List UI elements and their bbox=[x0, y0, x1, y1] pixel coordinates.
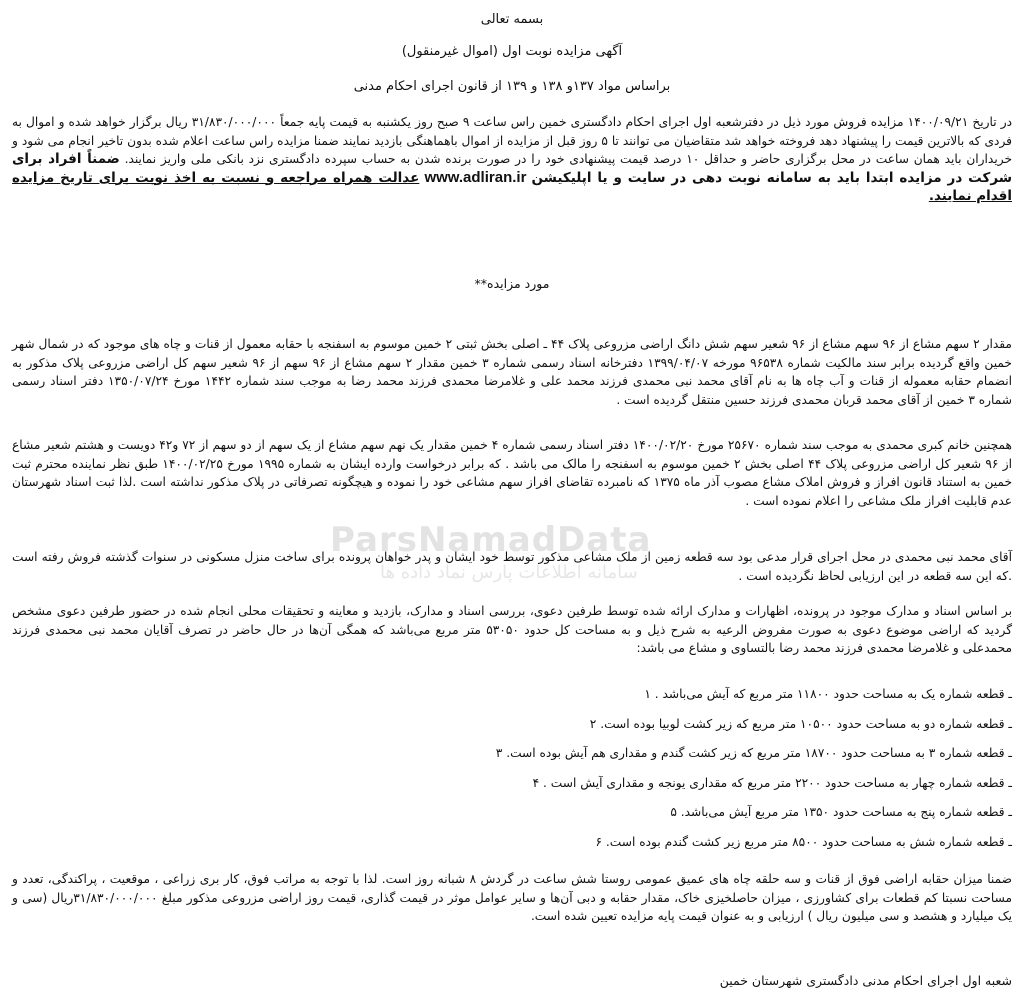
inspection-findings-paragraph: بر اساس اسناد و مدارک موجود در پرونده، اظهارات و مدارک ارائه شده توسط طرفین دعوی، بررسی اسناد و مدارک، بازدید و معاینه و تحقیقات محلی انجام شده در حضور طرفین دعوی مشخص گردید که اراضی موضوع دعوی به صورت مفروض الرعیه به شرح ذیل و به مساحت کل حدود ۵۳۰۵۰ متر مربع می‌باشد که همگی آن‌ها در حال حاضر در تصرف آقایان محمد نبی محمدی فرزند محمدعلی و غلامرضا محمدی فرزند محمد رضا بالتساوی و مشاع می باشد: bbox=[12, 604, 1013, 655]
notice-title: آگهی مزایده نوبت اول (اموال غیرمنقول) bbox=[401, 44, 623, 59]
intro-bold-note: ضمناً افراد برای شرکت در مزایده ابتدا باید به سامانه نوبت دهی در سایت و یا اپلیکیشن bbox=[12, 151, 1012, 186]
plot-item-6: ـ قطعه شماره شش به مساحت حدود ۸۵۰۰ متر مربع زیر کشت گندم بوده است. ۶ bbox=[595, 834, 1012, 849]
plot-item-2: ـ قطعه شماره دو به مساحت حدود ۱۰۵۰۰ متر مربع که زیر کشت لوبیا بوده است. ۲ bbox=[589, 716, 1012, 731]
auction-subject-heading: مورد مزایده** bbox=[474, 276, 550, 291]
plot-item-4: ـ قطعه شماره چهار به مساحت حدود ۲۲۰۰ متر مربع که مقداری یونجه و مقداری آیش است . ۴ bbox=[532, 775, 1012, 790]
basmala-heading: بسمه تعالی bbox=[480, 12, 544, 27]
plot-list bbox=[12, 685, 1012, 862]
plot-item-3: ـ قطعه شماره ۳ به مساحت حدود ۱۸۷۰۰ متر مربع که زیر کشت گندم و مقداری هم آیش بوده است. ۳ bbox=[495, 746, 1012, 760]
property-description-paragraph: مقدار ۲ سهم مشاع از ۹۶ سهم مشاع از ۹۶ شعیر سهم شش دانگ اراضی مزروعی پلاک ۴۴ ـ اصلی بخش ثبتی ۲ خمین موسوم به اسفنجه با حقابه معمول از قنات و چاه های موجود که در شمال شهر خمین واقع گردیده برابر سند مالکیت شماره ۹۶۵۳۸ مورخه ۱۳۹۹/۰۴/۰۷ دفترخانه اسناد رسمی شماره ۳ خمین مقدار ۲ سهم مشاع از ۹۶ سهم از ۹۶ شعیر سهم کل اراضی مزروعی پلاک مذکور به انضمام حقابه معموله از قنات و آب چاه ها به نام آقای محمد نبی محمدی فرزند محمد علی و غلامرضا محمدی فرزند محمد رضا به موجب سند شماره ۱۴۴۲ مورخ ۱۳۵۰/۰۷/۲۴ دفتر اسناد رسمی شماره ۳ خمین از آقای محمد قربان محمدی فرزند حسین منتقل گردیده است . bbox=[12, 337, 1013, 407]
issuing-branch-signature: شعبه اول اجرای احکام مدنی دادگستری شهرستان خمین bbox=[719, 973, 1012, 988]
co-owner-paragraph: همچنین خانم کبری محمدی به موجب سند شماره ۲۵۶۷۰ مورخ ۱۴۰۰/۰۲/۲۰ دفتر اسناد رسمی شماره ۴ خمین مقدار یک نهم سهم مشاع از یک سهم از دو سهم از ۷۲ و۴۲ دویست و هشتم شعیر مشاع از ۹۶ شعیر کل اراضی مزروعی پلاک ۴۴ اصلی بخش ۲ خمین موسوم به اسفنجه را مالک می باشد . که برابر درخواست وارده ایشان به شماره ۱۹۹۵ مورخ ۱۴۰۰/۰۲/۲۵ طبق نظر نماینده محترم ثبت خمین به استناد قانون افراز و فروش املاک مشاع مصوب آذر ماه ۱۳۷۵ که نامبرده تقاضای افراز سهم مشاعی خود را نموده و هیچگونه تصرفاتی در پلاک مذکور نداشته است .لذا ثبت اسناد شهرستان عدم قابلیت افراز ملک مشاعی را اعلام نموده است . bbox=[12, 438, 1012, 508]
intro-text: در تاریخ ۱۴۰۰/۰۹/۲۱ مزایده فروش مورد ذیل در دفترشعبه اول اجرای احکام دادگستری خمین راس ساعت ۹ صبح روز یکشنبه به قیمت پایه جمعاً ۳۱/۸۳۰/۰۰۰/۰۰۰ ریال برگزار خواهد شده و اموال به فردی که بالاترین قیمت را پیشنهاد دهد فروخته خواهد شد متقاضیان می توانند تا ۵ روز قبل از مزایده از اموال باهماهنگی بازدید نمایند ضمنا مزایده راس ساعت اعلام شده بدون تاخیر انجام می شود و خریداران باید همان ساعت در محل برگزاری حاضر و حداقل ۱۰ درصد قیمت پیشنهادی خود را در صورت برنده شدن به حساب سپرده دادگستری نزد بانکی ملی واریز نمایند. bbox=[12, 115, 1013, 166]
watermark-latin: ParsNamadData bbox=[330, 520, 652, 560]
excluded-plots-paragraph: آقای محمد نبی محمدی در محل اجرای قرار مدعی بود سه قطعه زمین از ملک مشاعی مذکور توسط خود ایشان و پدر خواهان پرونده برای ساخت منزل مسکونی در سنوات گذشته فروش رفته است .که این سه قطعه در این ارزیابی لحاظ نگردیده است . bbox=[12, 550, 1012, 583]
legal-basis-line: براساس مواد ۱۳۷و ۱۳۸ و ۱۳۹ از قانون اجرای احکام مدنی bbox=[353, 79, 671, 94]
watermark-persian: سامانه اطلاعات پارس نماد داده ها bbox=[380, 562, 638, 583]
valuation-paragraph: ضمنا میزان حقابه اراضی فوق از قنات و سه حلقه چاه های عمیق عمومی روستا شش ساعت در گردش ۸ شبانه روز است. لذا با توجه به مراتب فوق، کار بری زراعی ، موقعیت ، پراکندگی، تعدد و مساحت نسبتا کم قطعات برای کشاورزی ، میزان حاصلخیزی خاک، مقدار حقابه و دبی آن‌ها و سایر عوامل موثر در قیمت گذاری، قیمت روز اراضی مزروعی مذکور مبلغ ۳۱/۸۳۰/۰۰۰/۰۰۰ریال (سی و یک میلیارد و هشصد و سی میلیون ریال ) ارزیابی و به عنوان قیمت پایه مزایده تعیین شده است. bbox=[12, 872, 1012, 923]
intro-underline-note: عدالت همراه مراجعه و نسبت به اخذ نوبت برای تاریخ مزایده اقدام نمایند. bbox=[12, 169, 1012, 204]
plot-item-1: ـ قطعه شماره یک به مساحت حدود ۱۱۸۰۰ متر مربع که آیش می‌باشد . ۱ bbox=[644, 687, 1012, 701]
plot-item-5: ـ قطعه شماره پنج به مساحت حدود ۱۳۵۰ متر مربع آیش می‌باشد. ۵ bbox=[670, 805, 1012, 819]
adliran-website-link[interactable]: www.adliran.ir bbox=[424, 168, 527, 186]
intro-paragraph bbox=[12, 113, 1012, 206]
